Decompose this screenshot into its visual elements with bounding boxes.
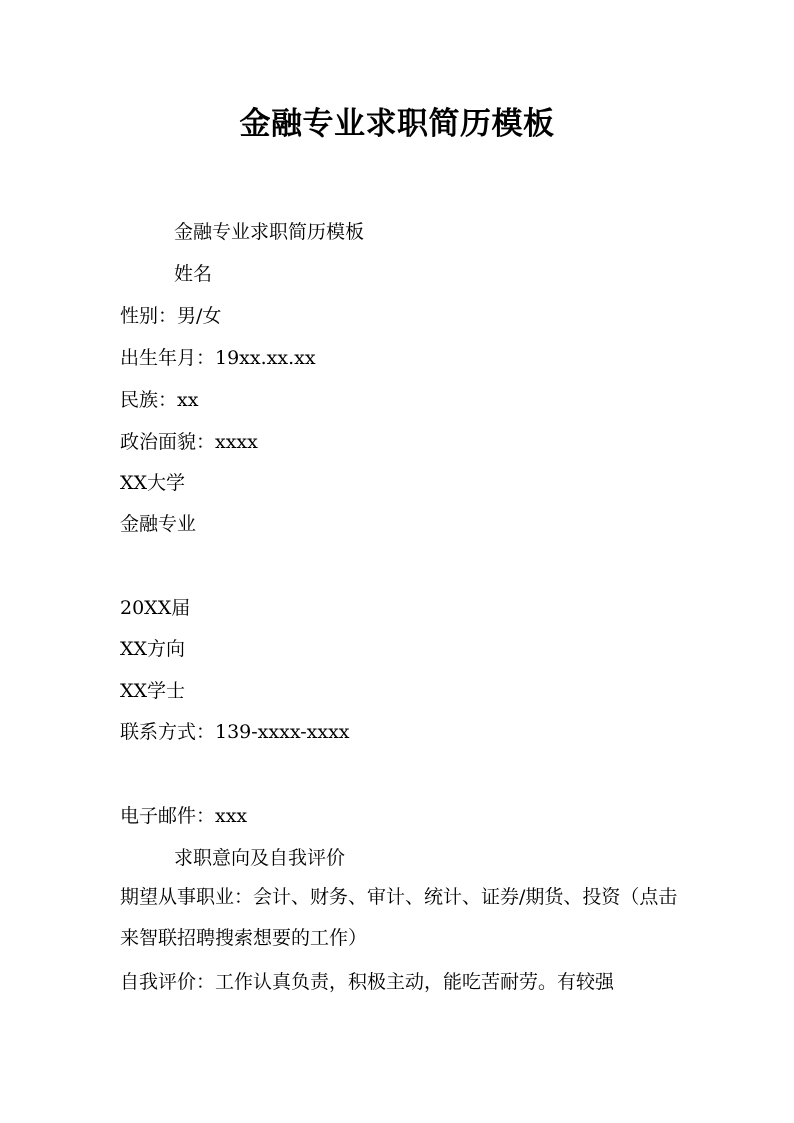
major-line: 金融专业 <box>120 513 197 535</box>
objective-heading: 求职意向及自我评价 <box>174 847 346 869</box>
resume-heading: 金融专业求职简历模板 <box>174 221 365 243</box>
ethnicity-line: 民族：xx <box>120 389 199 411</box>
contact-line: 联系方式：139-xxxx-xxxx <box>120 721 350 743</box>
name-label: 姓名 <box>174 263 213 285</box>
gender-line: 性别：男/女 <box>120 305 222 327</box>
self-evaluation-line: 自我评价：工作认真负责，积极主动，能吃苦耐劳。有较强 <box>120 971 615 993</box>
email-line: 电子邮件：xxx <box>120 805 248 827</box>
political-status-line: 政治面貌：xxxx <box>120 431 258 453</box>
university-line: XX大学 <box>120 472 186 494</box>
graduation-year-line: 20XX届 <box>120 597 191 619</box>
specialization-line: XX方向 <box>120 638 186 660</box>
career-objective-paragraph: 期望从事职业：会计、财务、审计、统计、证券/期货、投资（点击来智联招聘搜索想要的工作） <box>120 886 678 949</box>
document-title: 金融专业求职简历模板 <box>239 106 555 142</box>
birth-date-line: 出生年月：19xx.xx.xx <box>120 347 316 369</box>
degree-line: XX学士 <box>120 680 186 702</box>
